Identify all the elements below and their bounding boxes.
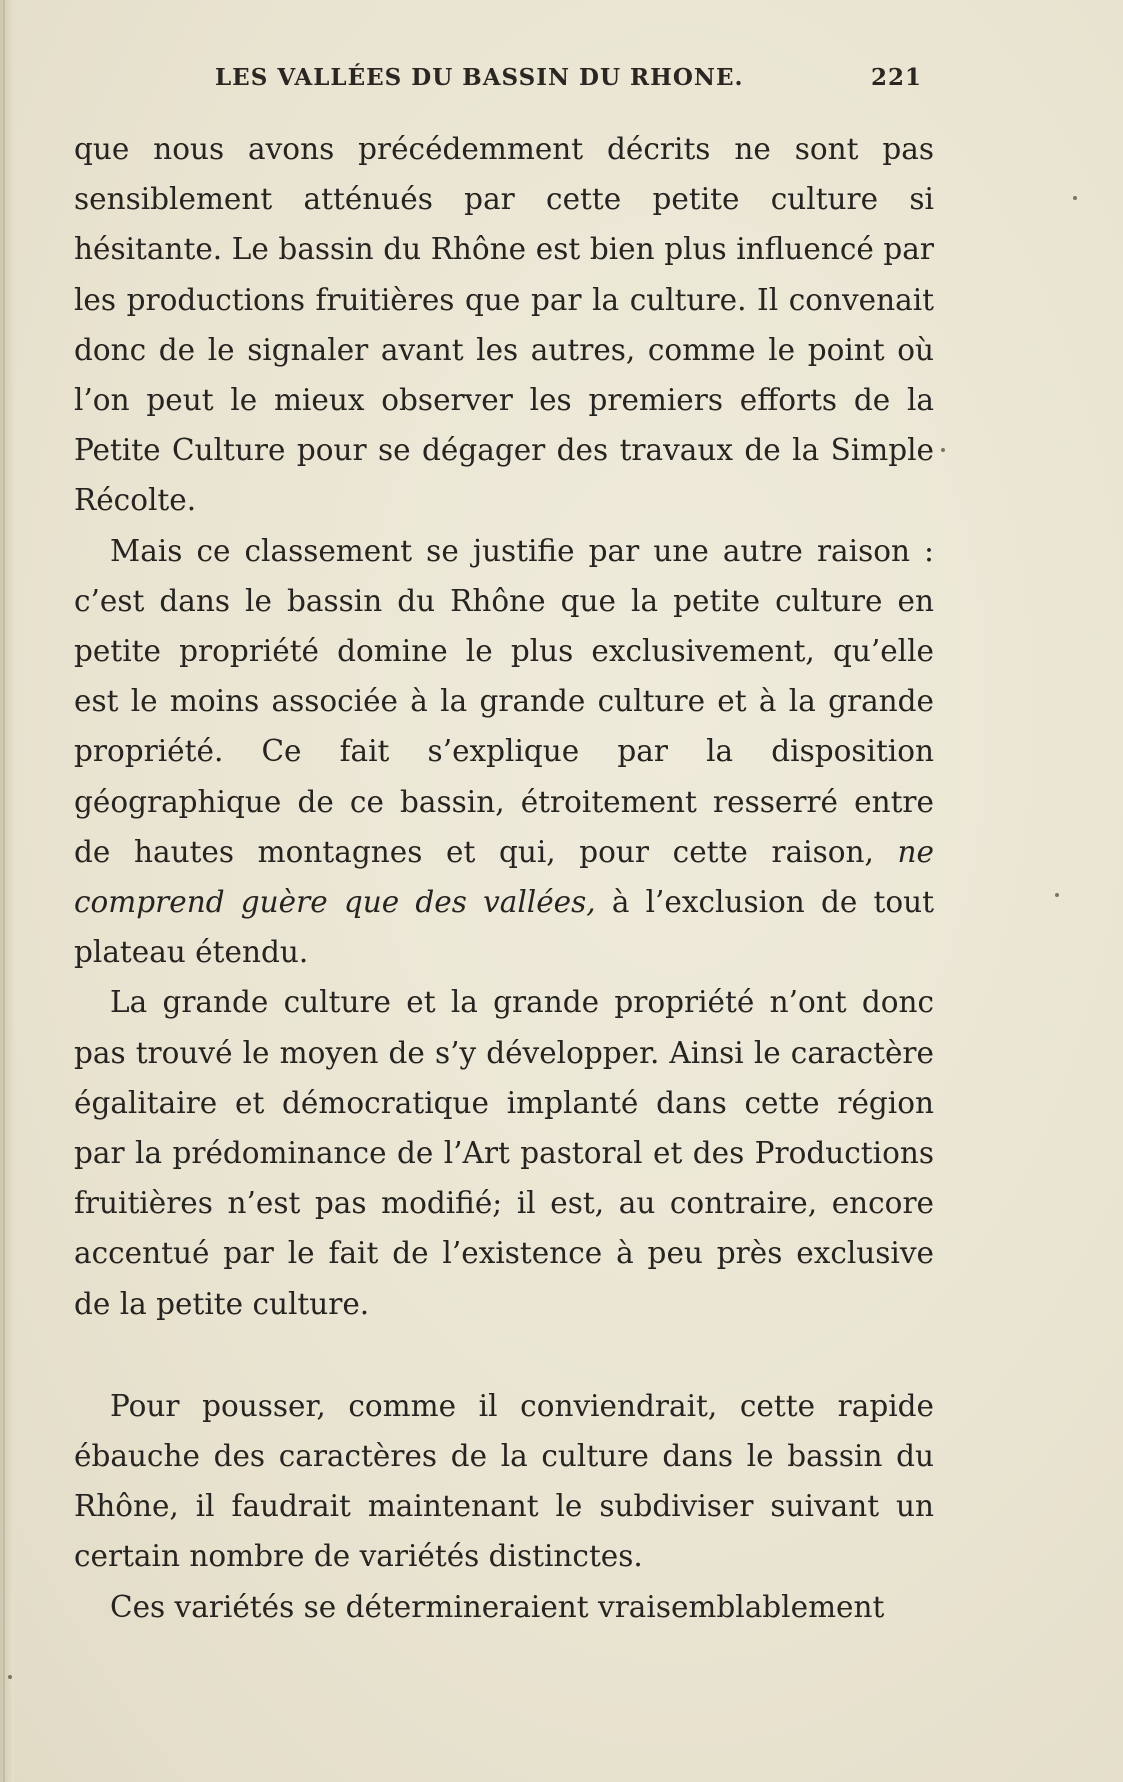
running-head [215,60,923,100]
paragraph-5: Ces variétés se détermineraient vraisemblablement [110,1589,885,1624]
paragraph-2-text-before: Mais ce classement se justifie par une autre raison : c’est dans le bassin du Rhône que la petite culture en petite propriété domine le plus exclusivement, qu’elle est le moins associée à la grande culture et à la grande propriété. Ce fait s’explique par la disposition géographique de ce bassin, étroitement resserré entre de hautes montagnes et qui, pour cette raison, [74,533,934,869]
paragraph-3: La grande culture et la grande propriété n’ont donc pas trouvé le moyen de s’y développer. Ainsi le caractère égalitaire et démocratique implanté dans cette région par la prédominance de l’Art pastoral et des Productions fruitières n’est pas modifié; il est, au contraire, encore accentué par le fait de l’existence à peu près exclusive de la petite culture. [74,985,934,1321]
paragraph-4: Pour pousser, comme il conviendrait, cette rapide ébauche des caractères de la culture dans le bassin du Rhône, il faudrait maintenant le subdiviser suivant un certain nombre de variétés distinctes. [74,1388,934,1574]
page-edge-line [3,0,5,1782]
paragraph-2 [74,526,934,978]
body-text [74,124,934,1632]
paragraph-2-text-after: à l’exclusion de tout plateau étendu. [74,885,935,970]
page-number: 221 [871,64,923,91]
paper-speck [1055,893,1059,897]
paper-speck [1073,196,1077,200]
paragraph-1: que nous avons précédemment décrits ne sont pas sensiblement atténués par cette petite culture si hésitante. Le bassin du Rhône est bien plus influencé par les productions fruitières que par la culture. Il convenait donc de le signaler avant les autres, comme le point où l’on peut le mieux observer les premiers efforts de la Petite Culture pour se dégager des travaux de la Simple Récolte. [74,132,934,518]
paragraph-2-italic: ne comprend guère que des vallées, [74,834,934,920]
section-gap [74,1329,934,1381]
paper-speck [941,448,945,452]
paper-speck [8,1675,12,1679]
running-head-title: LES VALLÉES DU BASSIN DU RHONE. [215,64,744,91]
